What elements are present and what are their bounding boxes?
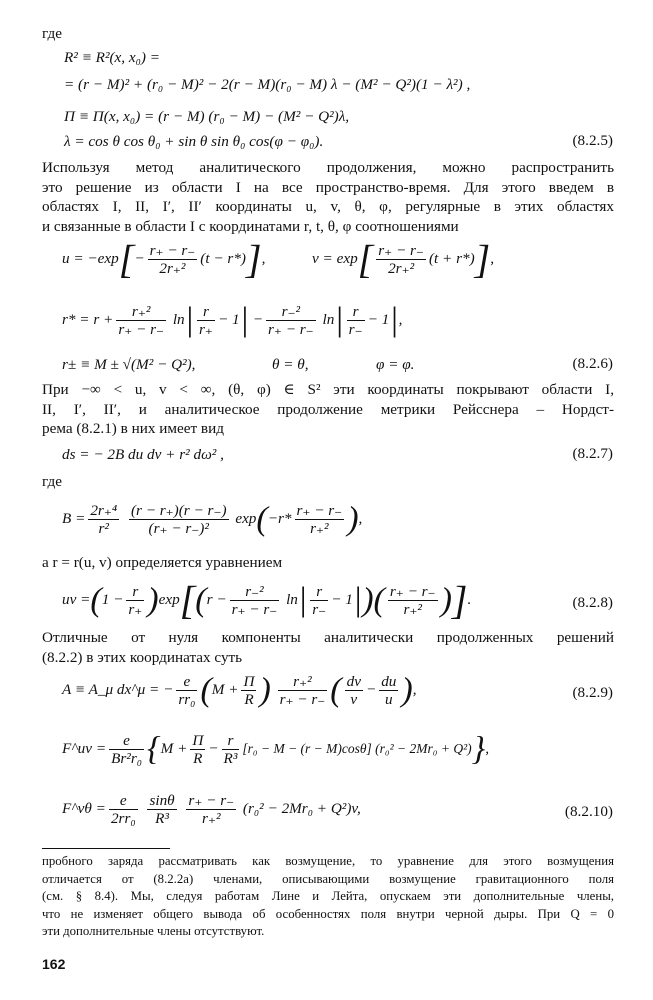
paragraph-line: Используя метод аналитического продолжения, можно распространить bbox=[42, 159, 614, 176]
where-label-1: где bbox=[42, 25, 62, 42]
equation-u: u = −exp[− $\frac{r_+ - r_-}{\text{2r₊²}}$ (t − r*)], bbox=[62, 236, 266, 282]
paragraph-line: (8.2.2) в этих координатах суть bbox=[42, 648, 243, 666]
page-number: 162 bbox=[42, 956, 66, 972]
equation-phi: φ = φ. bbox=[376, 356, 415, 373]
paragraph-analytic-continuation bbox=[42, 158, 614, 236]
footnote-line: (см. § 8.4). Мы, следуя работам Лине и Лейта, опускаем эти дополнительные члены, bbox=[42, 889, 614, 903]
paragraph-nonzero-components bbox=[42, 628, 614, 667]
paragraph-line: это решение из области I на все пространство-время. Для этого введем в bbox=[42, 178, 614, 196]
equation-R2-def: R² ≡ R²(x, x₀) = bbox=[64, 49, 161, 66]
equation-A: A ≡ A_μ dx^μ = − $\frac{e}{\text{rr₀}}$ (M + $\frac{\Pi}{R}$ ) $\frac{\text{r₊²}}{r_+ - r_-}$ ( $\frac{dv}{v}$ − $\frac{du}{u}$ ), bbox=[62, 671, 417, 709]
footnote-line: эти дополнительные члены отсутствуют. bbox=[42, 924, 265, 938]
where-label-2: где bbox=[42, 473, 62, 490]
fraction: $\frac{r_+ - r_-}{\text{2r₊²}}$ bbox=[149, 242, 196, 277]
equation-number-8-2-10: (8.2.10) bbox=[564, 803, 613, 820]
footnote-line: отличается от (8.2.2а) членами, описывающими возмущение гравитационного поля bbox=[42, 871, 614, 886]
line-r-defined-by: а r = r(u, v) определяется уравнением bbox=[42, 554, 283, 571]
equation-Fuv: F^uv = $\frac{e}{\text{Br²r₀}}$ {M + $\frac{\Pi}{R}$ − $\frac{r}{\text{R³}}$ [r₀ − M − (r − M)cosθ] (r₀² − 2Mr₀ + Q²)}, bbox=[62, 730, 490, 768]
equation-number-8-2-6: (8.2.6) bbox=[572, 355, 613, 372]
equation-number-8-2-9: (8.2.9) bbox=[572, 684, 613, 701]
equation-uv: uv =(1 − $\frac{r}{r_+}$ )exp[(r − $\frac{\text{r₋²}}{r_+ - r_-}$ ln| $\frac{r}{r_-}$ − 1|)( $\frac{r_+ - r_-}{\text{r₊²}}$ )]. bbox=[62, 577, 472, 623]
equation-rstar: r* = r + $\frac{\text{r₊²}}{r_+ - r_-}$ ln| $\frac{r}{r_+}$ − 1| − $\frac{\text{r₋²}}{r_+ - r_-}$ ln| $\frac{r}{r_-}$ − 1|, bbox=[62, 301, 403, 339]
equation-Pi: Π ≡ Π(x, x₀) = (r − M) (r₀ − M) − (M² − Q²)λ, bbox=[64, 108, 350, 125]
footnote-divider bbox=[42, 848, 170, 849]
fraction: $\frac{r_+ - r_-}{\text{2r₊²}}$ bbox=[378, 242, 424, 277]
footnote-line: что не изменяет общего вывода об особенностях поля внутри черной дыры. При Q = 0 bbox=[42, 906, 614, 921]
paragraph-line: II, I′, II′, и аналитическое продолжение метрики Рейсснера – Нордст- bbox=[42, 400, 614, 418]
equation-rpm: r± ≡ M ± √(M² − Q²), bbox=[62, 356, 196, 373]
equation-Fvtheta: F^vθ = $\frac{e}{\text{2rr₀}}$ $\frac{\sin\theta}{\text{R³}}$ $\frac{r_+ - r_-}{\text{r₊²}}$ (r₀² − 2Mr₀ + Q²)v, bbox=[62, 792, 361, 827]
equation-number-8-2-5: (8.2.5) bbox=[572, 132, 613, 149]
paragraph-line: областях I, II, I′, II′ координаты u, v, θ, φ, регулярные в этих областях bbox=[42, 198, 614, 215]
paragraph-line: и связанные в области I с координатами r, t, θ, φ соотношениями bbox=[42, 217, 459, 235]
paragraph-coordinates-cover bbox=[42, 380, 614, 439]
equation-theta: θ = θ, bbox=[272, 356, 309, 373]
footnote bbox=[42, 853, 614, 941]
equation-B: B = $\frac{\text{2r₊⁴}}{\text{r²}}$ $\frac{(r - r_+)(r - r_-)}{\text{(r₊ − r₋)²}}$ exp(−r* $\frac{r_+ - r_-}{\text{r₊²}}$ ), bbox=[62, 500, 363, 538]
equation-number-8-2-8: (8.2.8) bbox=[572, 594, 613, 611]
paragraph-line: рема (8.2.1) в них имеет вид bbox=[42, 420, 224, 437]
equation-ds: ds = − 2B du dv + r² dω² , bbox=[62, 446, 224, 463]
equation-number-8-2-7: (8.2.7) bbox=[572, 445, 613, 462]
equation-R2-expr: = (r − M)² + (r₀ − M)² − 2(r − M)(r₀ − M) λ − (M² − Q²)(1 − λ²) , bbox=[64, 76, 471, 93]
equation-v: v = exp[ $\frac{r_+ - r_-}{\text{2r₊²}}$ (t + r*)], bbox=[312, 236, 495, 282]
footnote-line: пробного заряда рассматривать как возмущение, то уравнение для этого возмущения bbox=[42, 854, 614, 868]
equation-lambda: λ = cos θ cos θ₀ + sin θ sin θ₀ cos(φ − φ₀). bbox=[64, 133, 324, 150]
paragraph-line: Отличные от нуля компоненты аналитически продолженных решений bbox=[42, 629, 614, 646]
paragraph-line: При −∞ < u, v < ∞, (θ, φ) ∈ S² эти координаты покрывают области I, bbox=[42, 381, 614, 398]
